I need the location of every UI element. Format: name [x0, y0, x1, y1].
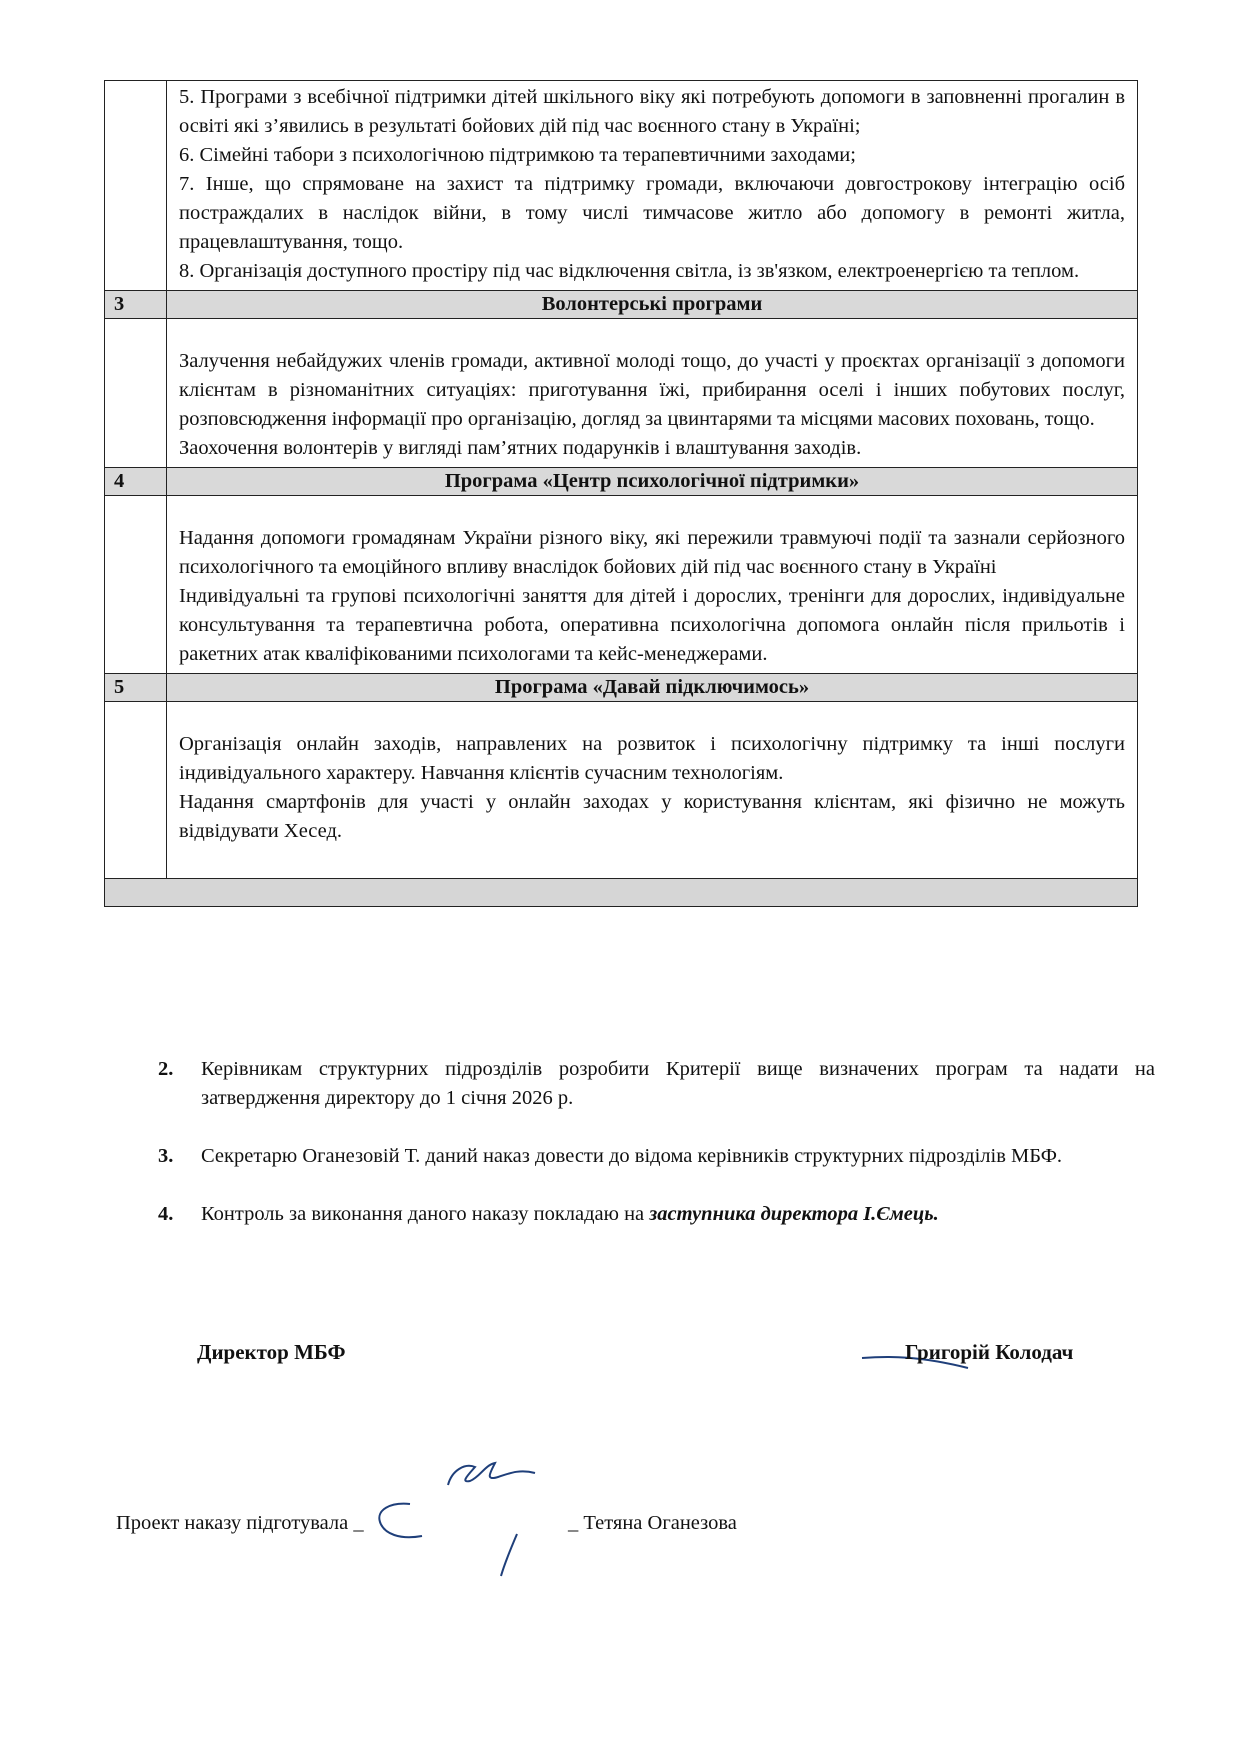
order-item	[158, 1200, 1155, 1229]
empty-cell	[105, 879, 1138, 907]
number-cell	[105, 496, 167, 674]
number-cell	[105, 702, 167, 879]
order-item	[158, 1055, 1155, 1113]
section-header-row	[105, 468, 1138, 496]
order-number: 2.	[158, 1058, 174, 1080]
section-title: Програма «Центр психологічної підтримки»	[167, 468, 1138, 496]
program-description-cell	[167, 319, 1138, 468]
order-number: 3.	[158, 1145, 174, 1167]
paragraph: Надання допомоги громадянам України різного віку, які пережили травмуючі події та зазнали серйозного психологічного та емоційного впливу внаслідок бойових дій під час воєнного стану в Україні	[179, 527, 1125, 578]
signature-tick-icon	[495, 1530, 525, 1580]
empty-footer-row	[105, 879, 1138, 907]
order-text: Контроль за виконання даного наказу покладаю на	[201, 1203, 650, 1225]
section-title: Волонтерські програми	[167, 291, 1138, 319]
section-header-row	[105, 291, 1138, 319]
paragraph: Індивідуальні та групові психологічні заняття для дітей і дорослих, тренінги для дорослих, індивідуальне консультування та терапевтична робота, оперативна психологічна допомога онлайн після прильотів і ракетних атак кваліфікованими психологами та кейс-менеджерами.	[179, 585, 1125, 665]
order-item	[158, 1142, 1155, 1171]
programs-table	[104, 80, 1138, 907]
section-title: Програма «Давай підключимось»	[167, 674, 1138, 702]
prepared-by-name: _ Тетяна Оганезова	[568, 1512, 737, 1534]
handwritten-signature-icon	[440, 1455, 540, 1495]
paragraph: Надання смартфонів для участі у онлайн заходах у користування клієнтам, які фізично не можуть відвідувати Хесед.	[179, 791, 1125, 842]
number-cell	[105, 81, 167, 291]
order-text: Секретарю Оганезовій Т. даний наказ довести до відома керівників структурних підрозділів МБФ.	[201, 1145, 1063, 1167]
order-items	[158, 1055, 1155, 1258]
director-name: Григорій Колодач	[905, 1340, 1074, 1364]
order-text-wrapper	[201, 1200, 1155, 1229]
list-item: 6. Сімейні табори з психологічною підтримкою та терапевтичними заходами;	[179, 144, 856, 166]
program-description-cell	[167, 81, 1138, 291]
number-cell	[105, 319, 167, 468]
paragraph: Організація онлайн заходів, направлених на розвиток і психологічну підтримку та інші послуги індивідуального характеру. Навчання клієнтів сучасним технологіям.	[179, 733, 1125, 784]
director-title: Директор МБФ	[197, 1340, 346, 1364]
responsible-person: заступника директора І.Ємець.	[649, 1203, 939, 1225]
program-description-cell	[167, 496, 1138, 674]
list-item: 7. Інше, що спрямоване на захист та підтримку громади, включаючи довгострокову інтеграцію осіб постраждалих в наслідок війни, в тому числі тимчасове житло або допомогу в ремонті житла, працевлаштування, тощо.	[179, 173, 1125, 253]
table-row	[105, 496, 1138, 674]
table-row	[105, 81, 1138, 291]
list-item: 5. Програми з всебічної підтримки дітей шкільного віку які потребують допомоги в заповненні прогалин в освіті які з’явились в результаті бойових дій під час воєнного стану в Україні;	[179, 86, 1125, 137]
section-header-row	[105, 674, 1138, 702]
program-description-cell	[167, 702, 1138, 879]
order-text: Керівникам структурних підрозділів розробити Критерії вище визначених програм та надати на затвердження директору до 1 січня 2026 р.	[201, 1058, 1155, 1109]
table-row	[105, 319, 1138, 468]
paragraph: Заохочення волонтерів у вигляді пам’ятних подарунків і влаштування заходів.	[179, 437, 862, 459]
signature-loop-icon	[370, 1500, 430, 1545]
section-number: 4	[105, 468, 167, 496]
paragraph: Залучення небайдужих членів громади, активної молоді тощо, до участі у проєктах організації з допомоги клієнтам в різноманітних ситуаціях: приготування їжі, прибирання оселі і інших побутових послуг, розповсюдження інформації про організацію, догляд за цвинтарями та місцями масових поховань, тощо.	[179, 350, 1125, 430]
table-row	[105, 702, 1138, 879]
list-item: 8. Організація доступного простіру під час відключення світла, із зв'язком, електроенергією та теплом.	[179, 260, 1080, 282]
section-number: 5	[105, 674, 167, 702]
section-number: 3	[105, 291, 167, 319]
prepared-by-label: Проект наказу підготувала _	[116, 1512, 364, 1534]
order-number: 4.	[158, 1203, 174, 1225]
